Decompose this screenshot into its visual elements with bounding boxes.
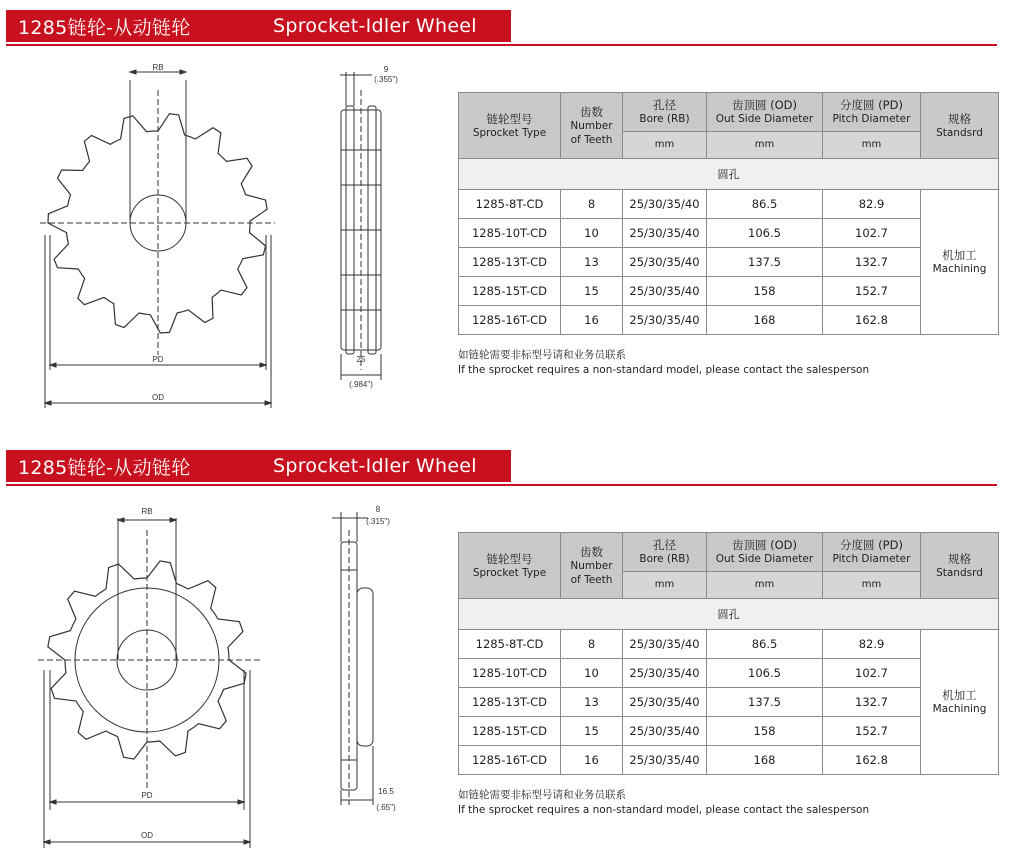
title-cn: 1285链轮-从动链轮 — [18, 16, 191, 39]
sprocket-drawing-front — [0, 450, 420, 860]
unit-od: mm — [707, 572, 823, 599]
title-cn: 1285链轮-从动链轮 — [18, 456, 191, 479]
spec-table — [458, 92, 999, 335]
cell-type: 1285-15T-CD — [459, 717, 561, 746]
header-od: 齿顶圆 (OD) Out Side Diameter — [707, 93, 823, 132]
cell-teeth: 16 — [561, 306, 623, 335]
header-bore: 孔径 Bore (RB) — [623, 93, 707, 132]
header-standard: 规格 Standsrd — [921, 533, 999, 599]
top-dim-in: (.355") — [374, 75, 398, 84]
sprocket-section-1 — [0, 10, 1013, 430]
bottom-dim-in: (.65") — [376, 803, 396, 812]
table-row — [459, 277, 999, 306]
pd-label: PD — [152, 355, 164, 364]
cell-type: 1285-10T-CD — [459, 219, 561, 248]
top-dim-mm: 9 — [383, 65, 389, 74]
cell-teeth: 15 — [561, 277, 623, 306]
spec-table — [458, 532, 999, 775]
header-pd: 分度圆 (PD) Pitch Diameter — [823, 533, 921, 572]
top-dim-in: (.315") — [366, 517, 390, 526]
cell-od: 137.5 — [707, 688, 823, 717]
note-cn: 如链轮需要非标型号请和业务员联系 — [458, 789, 626, 801]
header-sprocket-type: 链轮型号 Sprocket Type — [459, 93, 561, 159]
header-pd: 分度圆 (PD) Pitch Diameter — [823, 93, 921, 132]
cell-type: 1285-16T-CD — [459, 306, 561, 335]
cell-od: 158 — [707, 277, 823, 306]
header-teeth: 齿数 Number of Teeth — [561, 533, 623, 599]
cell-teeth: 8 — [561, 630, 623, 659]
table-row — [459, 306, 999, 335]
cell-pd: 132.7 — [823, 688, 921, 717]
table-row — [459, 248, 999, 277]
cell-type: 1285-15T-CD — [459, 277, 561, 306]
cell-pd: 162.8 — [823, 746, 921, 775]
unit-pd: mm — [823, 572, 921, 599]
header-teeth: 齿数 Number of Teeth — [561, 93, 623, 159]
cell-teeth: 10 — [561, 659, 623, 688]
cell-pd: 82.9 — [823, 190, 921, 219]
note-en: If the sprocket requires a non-standard model, please contact the salesperson — [458, 364, 870, 376]
cell-bore: 25/30/35/40 — [623, 659, 707, 688]
note-cn: 如链轮需要非标型号请和业务员联系 — [458, 349, 626, 361]
table-row — [459, 688, 999, 717]
od-label: OD — [141, 831, 153, 840]
bottom-dim-mm: 16.5 — [378, 787, 394, 796]
bottom-dim-mm: 25 — [356, 355, 366, 364]
cell-standard: 机加工 Machining — [921, 630, 999, 775]
cell-teeth: 15 — [561, 717, 623, 746]
cell-bore: 25/30/35/40 — [623, 248, 707, 277]
cell-bore: 25/30/35/40 — [623, 717, 707, 746]
header-od: 齿顶圆 (OD) Out Side Diameter — [707, 533, 823, 572]
unit-bore: mm — [623, 132, 707, 159]
cell-bore: 25/30/35/40 — [623, 688, 707, 717]
sprocket-side-view — [332, 512, 373, 805]
cell-od: 106.5 — [707, 659, 823, 688]
table-row — [459, 630, 999, 659]
cell-pd: 82.9 — [823, 630, 921, 659]
cell-type: 1285-13T-CD — [459, 248, 561, 277]
note-en: If the sprocket requires a non-standard model, please contact the salesperson — [458, 804, 870, 816]
sprocket-section-2 — [0, 450, 1013, 864]
cell-type: 1285-8T-CD — [459, 190, 561, 219]
top-dim-mm: 8 — [375, 505, 381, 514]
cell-type: 1285-8T-CD — [459, 630, 561, 659]
cell-bore: 25/30/35/40 — [623, 219, 707, 248]
unit-pd: mm — [823, 132, 921, 159]
header-bore: 孔径 Bore (RB) — [623, 533, 707, 572]
cell-od: 137.5 — [707, 248, 823, 277]
table-row — [459, 717, 999, 746]
cell-od: 158 — [707, 717, 823, 746]
header-standard: 规格 Standsrd — [921, 93, 999, 159]
cell-bore: 25/30/35/40 — [623, 190, 707, 219]
unit-bore: mm — [623, 572, 707, 599]
od-label: OD — [152, 393, 164, 402]
group-label-round-bore: 圆孔 — [459, 159, 999, 190]
cell-od: 86.5 — [707, 630, 823, 659]
cell-bore: 25/30/35/40 — [623, 746, 707, 775]
cell-od: 106.5 — [707, 219, 823, 248]
unit-od: mm — [707, 132, 823, 159]
title-en: Sprocket-Idler Wheel — [273, 15, 477, 37]
cell-od: 86.5 — [707, 190, 823, 219]
cell-bore: 25/30/35/40 — [623, 630, 707, 659]
group-label-round-bore: 圆孔 — [459, 599, 999, 630]
title-en: Sprocket-Idler Wheel — [273, 455, 477, 477]
cell-pd: 102.7 — [823, 659, 921, 688]
cell-type: 1285-16T-CD — [459, 746, 561, 775]
cell-bore: 25/30/35/40 — [623, 306, 707, 335]
rb-label: RB — [141, 507, 153, 516]
table-row — [459, 746, 999, 775]
header-sprocket-type: 链轮型号 Sprocket Type — [459, 533, 561, 599]
cell-type: 1285-10T-CD — [459, 659, 561, 688]
cell-standard: 机加工 Machining — [921, 190, 999, 335]
table-row — [459, 190, 999, 219]
cell-type: 1285-13T-CD — [459, 688, 561, 717]
cell-teeth: 13 — [561, 248, 623, 277]
cell-teeth: 13 — [561, 688, 623, 717]
cell-pd: 152.7 — [823, 717, 921, 746]
sprocket-drawing-front — [0, 10, 420, 420]
pd-label: PD — [141, 791, 153, 800]
non-standard-note — [458, 788, 869, 818]
cell-teeth: 10 — [561, 219, 623, 248]
cell-od: 168 — [707, 306, 823, 335]
cell-teeth: 16 — [561, 746, 623, 775]
cell-bore: 25/30/35/40 — [623, 277, 707, 306]
rb-label: RB — [152, 63, 164, 72]
sprocket-side-view — [340, 72, 381, 380]
cell-pd: 152.7 — [823, 277, 921, 306]
cell-pd: 162.8 — [823, 306, 921, 335]
cell-teeth: 8 — [561, 190, 623, 219]
cell-pd: 102.7 — [823, 219, 921, 248]
cell-pd: 132.7 — [823, 248, 921, 277]
table-row — [459, 219, 999, 248]
table-row — [459, 659, 999, 688]
bottom-dim-in: (.984") — [349, 380, 373, 389]
non-standard-note — [458, 348, 869, 378]
cell-od: 168 — [707, 746, 823, 775]
